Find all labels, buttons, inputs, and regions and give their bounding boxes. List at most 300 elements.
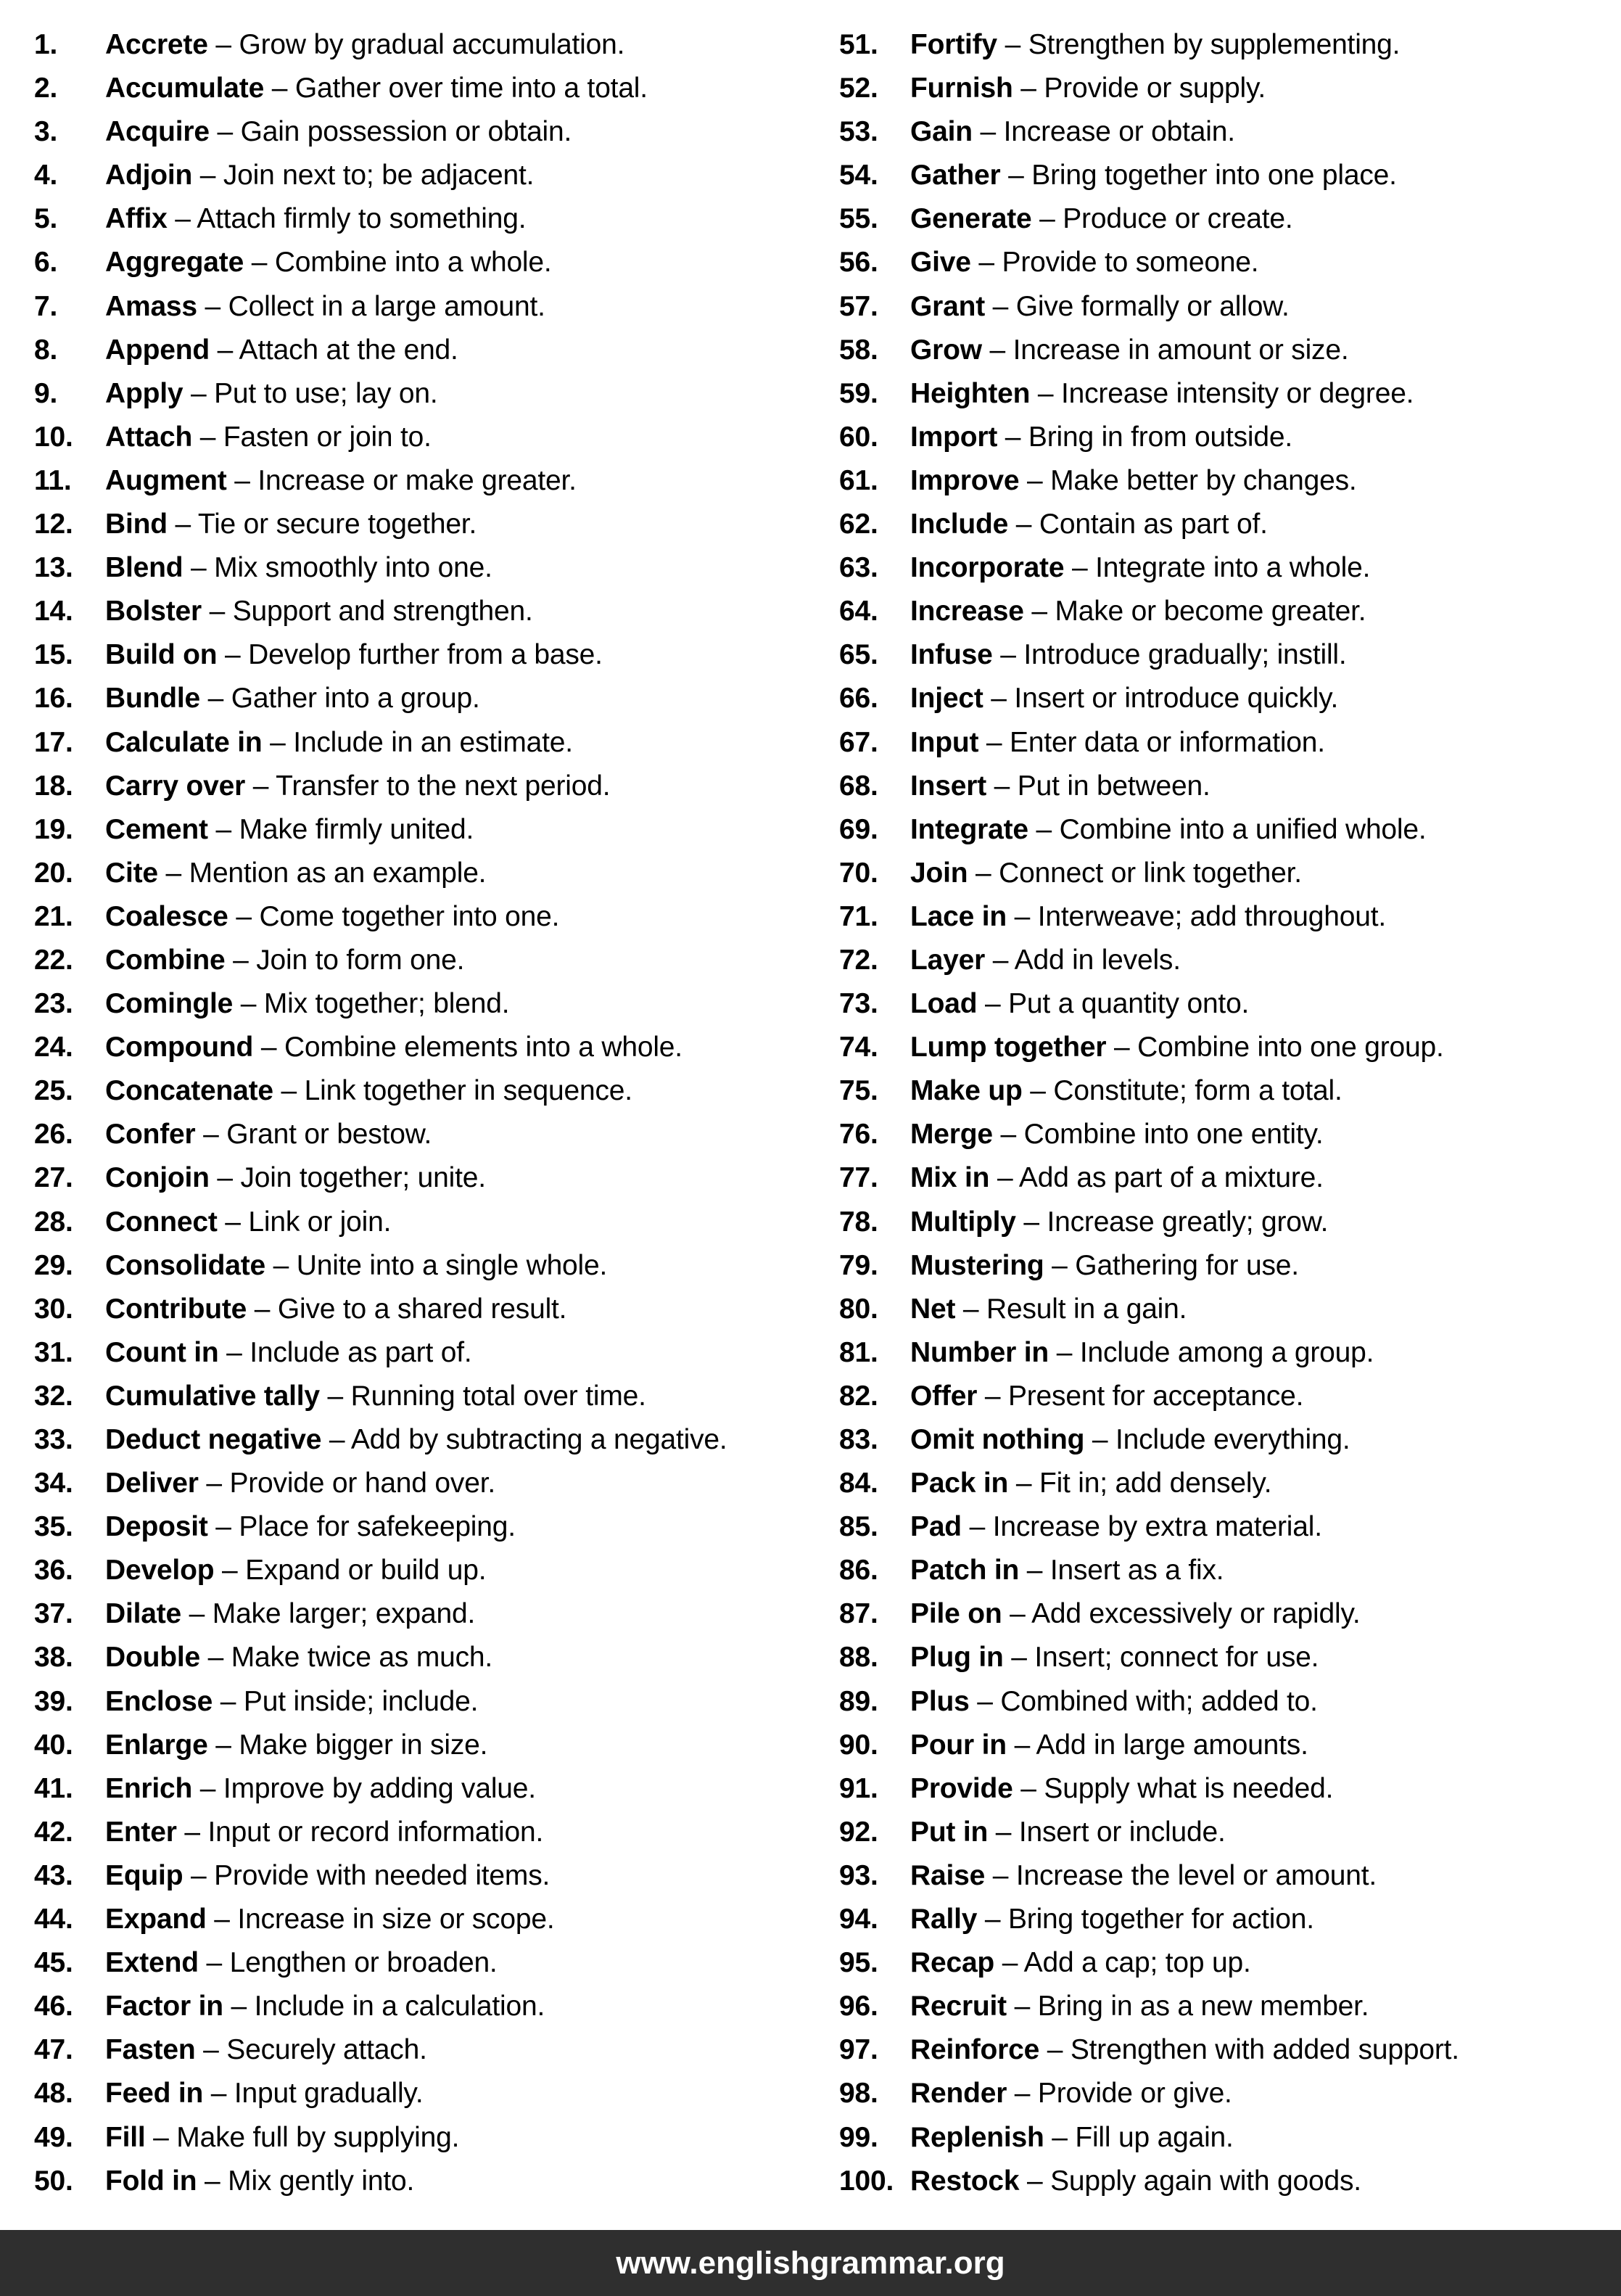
item-text: [910, 1069, 1342, 1113]
item-word: Bind: [105, 509, 168, 540]
list-item: [34, 765, 828, 808]
list-item: [839, 1636, 1619, 1679]
item-number: 42.: [34, 1816, 73, 1848]
item-definition: – Lengthen or broaden.: [198, 1947, 498, 1979]
item-word: Grow: [910, 334, 982, 366]
item-word: Mix in: [910, 1162, 990, 1194]
item-text: [910, 1331, 1374, 1375]
list-item: [34, 1636, 828, 1679]
item-definition: – Increase by extra material.: [961, 1511, 1322, 1543]
list-item: [839, 2116, 1619, 2160]
item-definition: – Transfer to the next period.: [245, 770, 611, 802]
item-number: 3.: [34, 116, 58, 148]
item-word: Enter: [105, 1816, 177, 1848]
item-word: Import: [910, 421, 998, 453]
list-item: [34, 197, 828, 241]
item-text: [910, 416, 1292, 459]
item-text: [105, 154, 534, 197]
item-number: 88.: [839, 1642, 878, 1674]
item-text: [910, 1156, 1324, 1200]
item-word: Net: [910, 1293, 956, 1325]
item-number: 81.: [839, 1336, 878, 1368]
item-definition: – Combine into one entity.: [992, 1119, 1324, 1151]
item-definition: – Make or become greater.: [1023, 596, 1366, 628]
item-number: 31.: [34, 1336, 73, 1368]
list-item: [839, 808, 1619, 852]
item-text: [105, 23, 624, 67]
item-number: 53.: [839, 116, 878, 148]
item-word: Load: [910, 988, 978, 1020]
item-word: Bolster: [105, 596, 202, 628]
list-item: [34, 633, 828, 677]
list-item: [34, 1069, 828, 1113]
item-number: 70.: [839, 857, 878, 889]
list-item: [34, 503, 828, 546]
list-item: [839, 459, 1619, 503]
item-word: Patch in: [910, 1555, 1020, 1587]
item-definition: – Present for acceptance.: [977, 1380, 1304, 1412]
item-text: [910, 2028, 1459, 2072]
list-item: [839, 2160, 1619, 2203]
item-text: [910, 503, 1268, 546]
item-definition: – Increase intensity or degree.: [1030, 377, 1414, 409]
item-number: 69.: [839, 813, 878, 845]
item-word: Combine: [105, 944, 226, 976]
item-number: 49.: [34, 2121, 73, 2153]
list-item: [34, 1331, 828, 1375]
item-definition: – Gathering for use.: [1044, 1249, 1299, 1281]
item-word: Recap: [910, 1947, 995, 1979]
item-definition: – Grow by gradual accumulation.: [207, 29, 625, 60]
list-item: [839, 154, 1619, 197]
item-definition: – Combined with; added to.: [969, 1685, 1318, 1717]
item-text: [910, 721, 1325, 765]
item-word: Feed in: [105, 2078, 204, 2110]
item-definition: – Fill up again.: [1044, 2121, 1234, 2153]
item-definition: – Support and strengthen.: [201, 596, 533, 628]
list-item: [839, 372, 1619, 416]
item-text: [105, 372, 438, 416]
item-definition: – Increase or obtain.: [972, 116, 1235, 148]
item-definition: – Add a cap; top up.: [994, 1947, 1251, 1979]
item-text: [910, 110, 1235, 154]
item-number: 79.: [839, 1249, 878, 1281]
item-word: Enclose: [105, 1685, 213, 1717]
list-item: [839, 1156, 1619, 1200]
item-word: Rally: [910, 1904, 978, 1935]
item-number: 75.: [839, 1075, 878, 1107]
item-word: Contribute: [105, 1293, 247, 1325]
item-number: 94.: [839, 1904, 878, 1935]
item-text: [910, 1201, 1328, 1244]
item-word: Cement: [105, 813, 208, 845]
item-word: Concatenate: [105, 1075, 273, 1107]
item-number: 58.: [839, 334, 878, 366]
list-item: [34, 1201, 828, 1244]
item-text: [910, 2116, 1234, 2160]
list-item: [34, 2028, 828, 2072]
item-number: 8.: [34, 334, 58, 366]
item-number: 64.: [839, 596, 878, 628]
item-definition: – Insert as a fix.: [1019, 1555, 1224, 1587]
item-number: 27.: [34, 1162, 73, 1194]
item-number: 72.: [839, 944, 878, 976]
item-word: Furnish: [910, 73, 1013, 104]
item-number: 34.: [34, 1468, 73, 1499]
item-text: [105, 416, 432, 459]
item-number: 71.: [839, 900, 878, 932]
item-word: Develop: [105, 1555, 215, 1587]
item-number: 40.: [34, 1729, 73, 1761]
item-number: 48.: [34, 2078, 73, 2110]
item-word: Merge: [910, 1119, 993, 1151]
item-word: Number in: [910, 1336, 1049, 1368]
list-item: [34, 154, 828, 197]
item-definition: – Put a quantity onto.: [977, 988, 1250, 1020]
item-text: [105, 1985, 545, 2028]
item-word: Compound: [105, 1032, 254, 1063]
item-number: 36.: [34, 1555, 73, 1587]
item-definition: – Include in a calculation.: [223, 1991, 545, 2023]
item-word: Build on: [105, 639, 218, 671]
list-item: [34, 1724, 828, 1767]
item-definition: – Input gradually.: [203, 2078, 424, 2110]
item-definition: – Unite into a single whole.: [265, 1249, 608, 1281]
item-definition: – Place for safekeeping.: [207, 1511, 516, 1543]
item-number: 82.: [839, 1380, 878, 1412]
item-word: Improve: [910, 464, 1020, 496]
item-word: Accrete: [105, 29, 208, 60]
item-number: 41.: [34, 1772, 73, 1804]
item-definition: – Add in levels.: [985, 944, 1181, 976]
item-text: [910, 852, 1302, 895]
item-number: 65.: [839, 639, 878, 671]
item-number: 43.: [34, 1859, 73, 1891]
item-word: Acquire: [105, 116, 210, 148]
item-word: Adjoin: [105, 160, 193, 192]
item-definition: – Make bigger in size.: [207, 1729, 488, 1761]
item-word: Deduct negative: [105, 1424, 322, 1455]
item-number: 46.: [34, 1991, 73, 2023]
item-definition: – Include among a group.: [1049, 1336, 1374, 1368]
item-text: [105, 1549, 486, 1592]
item-definition: – Add as part of a mixture.: [989, 1162, 1324, 1194]
item-word: Equip: [105, 1859, 183, 1891]
item-word: Dilate: [105, 1598, 182, 1630]
item-word: Confer: [105, 1119, 196, 1151]
list-item: [34, 23, 828, 67]
item-number: 1.: [34, 29, 58, 60]
item-text: [910, 1767, 1333, 1811]
item-definition: – Tie or secure together.: [167, 509, 477, 540]
item-number: 6.: [34, 247, 58, 279]
item-text: [910, 1288, 1187, 1331]
item-text: [105, 2116, 459, 2160]
item-definition: – Fasten or join to.: [192, 421, 432, 453]
list-item: [34, 2072, 828, 2115]
item-text: [910, 1724, 1308, 1767]
item-text: [910, 1462, 1271, 1505]
item-definition: – Provide to someone.: [970, 247, 1259, 279]
item-text: [105, 1069, 632, 1113]
item-text: [910, 67, 1266, 110]
item-number: 51.: [839, 29, 878, 60]
item-number: 59.: [839, 377, 878, 409]
item-definition: – Combine elements into a whole.: [253, 1032, 682, 1063]
footer-bar: [0, 2230, 1621, 2296]
list-item: [839, 1941, 1619, 1985]
item-text: [105, 1026, 682, 1069]
list-item: [34, 1898, 828, 1941]
item-number: 68.: [839, 770, 878, 802]
item-text: [910, 590, 1366, 633]
item-definition: – Provide or give.: [1007, 2078, 1232, 2110]
item-text: [105, 1375, 646, 1418]
list-item: [839, 1811, 1619, 1854]
item-definition: – Combine into a whole.: [244, 247, 552, 279]
item-word: Aggregate: [105, 247, 244, 279]
list-item: [839, 1069, 1619, 1113]
item-word: Join: [910, 857, 968, 889]
list-item: [34, 895, 828, 939]
item-number: 11.: [34, 464, 72, 496]
item-text: [105, 329, 458, 372]
list-item: [34, 1811, 828, 1854]
item-number: 20.: [34, 857, 73, 889]
item-word: Increase: [910, 596, 1024, 628]
item-word: Put in: [910, 1816, 989, 1848]
item-text: [105, 852, 486, 895]
list-item: [34, 110, 828, 154]
item-definition: – Combine into one group.: [1106, 1032, 1444, 1063]
item-definition: – Join to form one.: [225, 944, 465, 976]
item-number: 39.: [34, 1685, 73, 1717]
item-number: 24.: [34, 1032, 73, 1063]
item-word: Enlarge: [105, 1729, 208, 1761]
item-number: 15.: [34, 639, 73, 671]
list-item: [34, 1505, 828, 1549]
item-number: 19.: [34, 813, 73, 845]
item-word: Fill: [105, 2121, 146, 2153]
item-word: Cumulative tally: [105, 1380, 320, 1412]
list-item: [34, 590, 828, 633]
item-word: Pile on: [910, 1598, 1002, 1630]
item-word: Restock: [910, 2165, 1020, 2197]
item-text: [105, 1941, 498, 1985]
item-word: Gather: [910, 160, 1001, 192]
item-definition: – Gather into a group.: [199, 683, 480, 715]
item-word: Pack in: [910, 1468, 1009, 1499]
item-number: 90.: [839, 1729, 878, 1761]
item-number: 84.: [839, 1468, 878, 1499]
item-text: [910, 895, 1386, 939]
item-text: [910, 1636, 1319, 1679]
item-definition: – Supply again with goods.: [1019, 2165, 1361, 2197]
item-definition: – Attach at the end.: [209, 334, 458, 366]
list-item: [839, 503, 1619, 546]
list-item: [34, 1767, 828, 1811]
item-definition: – Mention as an example.: [157, 857, 487, 889]
item-number: 9.: [34, 377, 58, 409]
list-item: [839, 285, 1619, 329]
list-item: [839, 852, 1619, 895]
item-number: 44.: [34, 1904, 73, 1935]
item-definition: – Include everything.: [1084, 1424, 1350, 1455]
list-item: [839, 1767, 1619, 1811]
item-text: [105, 459, 577, 503]
item-word: Provide: [910, 1772, 1013, 1804]
item-number: 29.: [34, 1249, 73, 1281]
item-definition: – Provide or supply.: [1012, 73, 1266, 104]
item-text: [105, 1244, 607, 1288]
list-item: [839, 416, 1619, 459]
item-text: [105, 1331, 472, 1375]
item-text: [910, 939, 1181, 982]
item-word: Grant: [910, 290, 986, 322]
item-word: Plug in: [910, 1642, 1004, 1674]
item-word: Omit nothing: [910, 1424, 1085, 1455]
list-item: [34, 1854, 828, 1898]
item-text: [105, 2160, 414, 2203]
item-number: 61.: [839, 464, 878, 496]
item-text: [910, 1375, 1303, 1418]
item-number: 99.: [839, 2121, 878, 2153]
item-word: Infuse: [910, 639, 993, 671]
footer-url: www.englishgrammar.org: [616, 2244, 1005, 2281]
item-text: [105, 546, 492, 590]
item-word: Blend: [105, 552, 183, 584]
item-word: Deposit: [105, 1511, 208, 1543]
item-definition: – Securely attach.: [195, 2034, 427, 2066]
item-text: [105, 110, 572, 154]
item-text: [910, 546, 1370, 590]
list-item: [839, 590, 1619, 633]
list-item: [34, 1288, 828, 1331]
list-item: [839, 1288, 1619, 1331]
item-text: [910, 765, 1210, 808]
item-word: Fasten: [105, 2034, 196, 2066]
item-number: 93.: [839, 1859, 878, 1891]
item-text: [910, 197, 1292, 241]
item-text: [910, 2160, 1361, 2203]
item-number: 37.: [34, 1598, 73, 1630]
item-text: [105, 1201, 391, 1244]
item-word: Incorporate: [910, 552, 1065, 584]
item-word: Fold in: [105, 2165, 197, 2197]
list-item: [839, 1244, 1619, 1288]
item-text: [105, 590, 533, 633]
item-number: 92.: [839, 1816, 878, 1848]
item-text: [105, 241, 552, 284]
item-number: 25.: [34, 1075, 73, 1107]
list-item: [34, 939, 828, 982]
item-definition: – Include as part of.: [218, 1336, 472, 1368]
item-word: Lace in: [910, 900, 1007, 932]
list-item: [34, 1113, 828, 1156]
list-item: [839, 2072, 1619, 2115]
item-number: 50.: [34, 2165, 73, 2197]
item-definition: – Give formally or allow.: [985, 290, 1290, 322]
list-item: [839, 241, 1619, 284]
item-word: Bundle: [105, 683, 200, 715]
item-number: 5.: [34, 203, 58, 235]
item-text: [105, 2072, 423, 2115]
item-word: Input: [910, 726, 979, 758]
list-column-left: [34, 23, 828, 2203]
item-definition: – Interweave; add throughout.: [1007, 900, 1387, 932]
item-number: 67.: [839, 726, 878, 758]
list-item: [839, 1418, 1619, 1462]
item-number: 57.: [839, 290, 878, 322]
item-definition: – Improve by adding value.: [192, 1772, 536, 1804]
item-word: Deliver: [105, 1468, 199, 1499]
list-item: [34, 1680, 828, 1724]
item-word: Double: [105, 1642, 200, 1674]
item-word: Comingle: [105, 988, 234, 1020]
item-word: Connect: [105, 1206, 218, 1238]
item-definition: – Link together in sequence.: [273, 1075, 632, 1107]
item-definition: – Join next to; be adjacent.: [192, 160, 535, 192]
item-word: Reinforce: [910, 2034, 1040, 2066]
item-definition: – Supply what is needed.: [1012, 1772, 1334, 1804]
item-text: [910, 2072, 1232, 2115]
item-text: [910, 372, 1414, 416]
item-text: [105, 1811, 543, 1854]
list-item: [34, 1156, 828, 1200]
item-definition: – Increase greatly; grow.: [1015, 1206, 1329, 1238]
item-word: Enrich: [105, 1772, 193, 1804]
item-word: Plus: [910, 1685, 970, 1717]
item-word: Render: [910, 2078, 1007, 2110]
item-text: [910, 1680, 1318, 1724]
item-definition: – Make twice as much.: [199, 1642, 493, 1674]
item-text: [105, 1724, 487, 1767]
item-definition: – Bring together into one place.: [1000, 160, 1397, 192]
item-word: Insert: [910, 770, 987, 802]
item-word: Apply: [105, 377, 183, 409]
item-text: [105, 503, 477, 546]
item-text: [910, 677, 1338, 720]
item-number: 76.: [839, 1119, 878, 1151]
item-definition: – Link or join.: [217, 1206, 392, 1238]
list-item: [34, 372, 828, 416]
list-item: [34, 546, 828, 590]
item-number: 13.: [34, 552, 73, 584]
item-number: 98.: [839, 2078, 878, 2110]
item-definition: – Make better by changes.: [1019, 464, 1357, 496]
item-number: 7.: [34, 290, 58, 322]
item-text: [105, 2028, 427, 2072]
item-definition: – Increase the level or amount.: [985, 1859, 1377, 1891]
item-definition: – Add by subtracting a negative.: [321, 1424, 727, 1455]
item-definition: – Fit in; add densely.: [1008, 1468, 1272, 1499]
list-item: [34, 329, 828, 372]
item-number: 63.: [839, 552, 878, 584]
item-number: 77.: [839, 1162, 878, 1194]
list-item: [839, 2028, 1619, 2072]
list-item: [839, 982, 1619, 1026]
item-definition: – Input or record information.: [176, 1816, 544, 1848]
list-item: [34, 852, 828, 895]
item-text: [910, 1026, 1444, 1069]
item-word: Raise: [910, 1859, 986, 1891]
item-number: 78.: [839, 1206, 878, 1238]
item-text: [105, 1462, 495, 1505]
item-text: [910, 633, 1347, 677]
item-definition: – Increase or make greater.: [226, 464, 577, 496]
item-word: Replenish: [910, 2121, 1044, 2153]
item-word: Give: [910, 247, 971, 279]
